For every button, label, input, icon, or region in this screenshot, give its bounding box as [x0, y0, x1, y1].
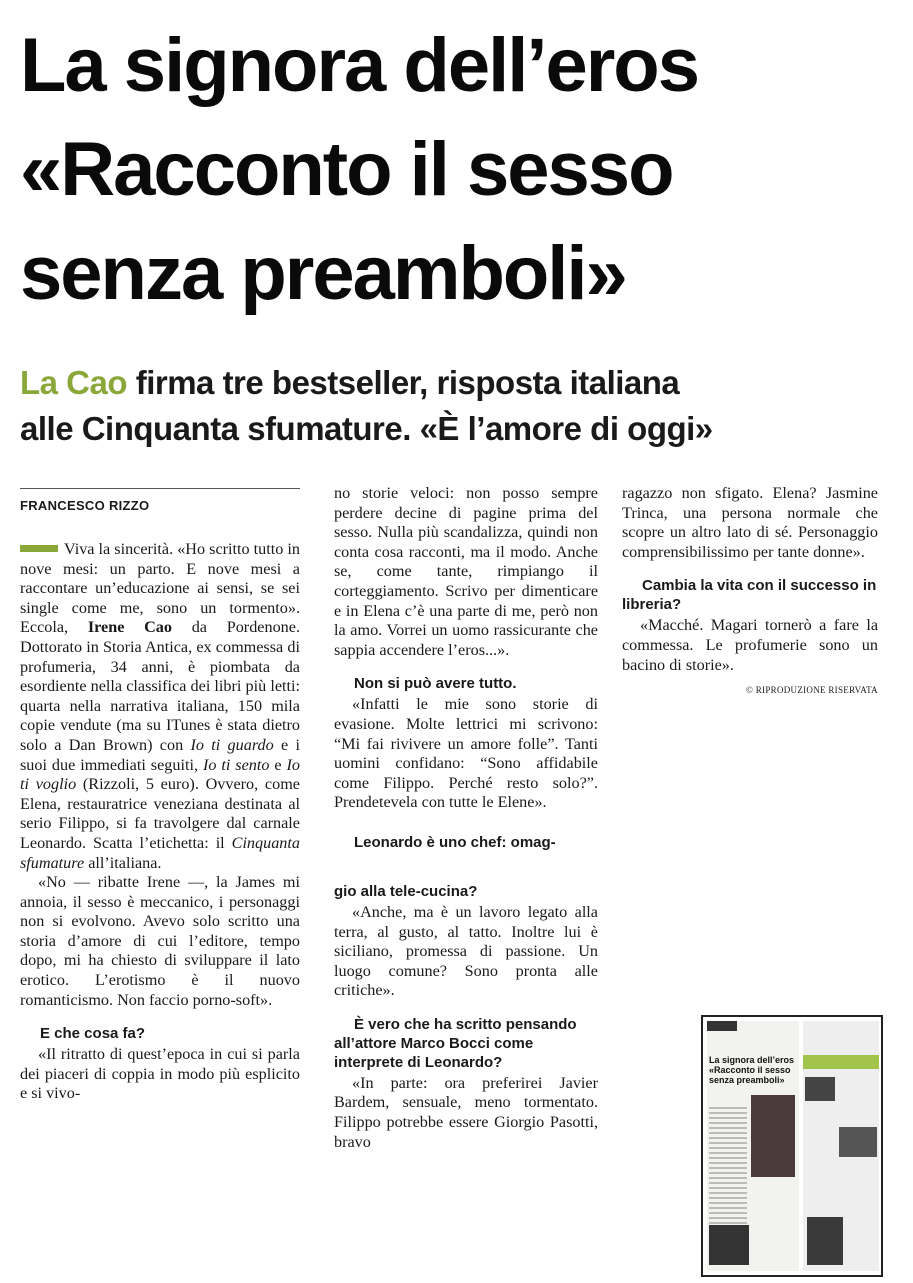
interview-question: È vero che ha scritto pensando all’attore Marco Bocci come interprete di Leonardo?	[334, 1015, 577, 1071]
paragraph: no storie veloci: non posso sempre perdere decine di pagine prima del sesso. Nulla più scandalizza, quindi non conta cosa racconti, ma il modo. Anche se, come tante, rimpiango il corteggiamento. Scrivo per dimenticare e in Elena c’è una parte di me, però non la amo. Vorrei un uomo rassicurante che sappia accendere l’eros...».	[334, 484, 598, 659]
thumbnail-photo	[805, 1077, 835, 1101]
thumbnail-section-tag	[707, 1021, 737, 1031]
subheadline	[20, 360, 900, 452]
article-column-2	[334, 484, 598, 1152]
interview-question: E che cosa fa?	[40, 1025, 146, 1043]
interview-answer: «In parte: ora preferirei Javier Bardem, sensuale, meno tormentato. Filippo potrebbe essere Giorgio Pasotti, bravo	[334, 1073, 598, 1151]
byline-rule	[20, 488, 300, 489]
thumbnail-photo	[751, 1095, 795, 1177]
subhead-author-name: La Cao	[20, 364, 128, 401]
paragraph: «No — ribatte Irene —, la James mi annoia, il sesso è meccanico, i personaggi non si evolvono. Avevo solo scritto una storia d’amore di cui l’editore, tempo dopo, mi ha chiesto di sviluppare il lato erotico. L’erotismo è il nuovo romanticismo. Non faccio porno-soft».	[20, 873, 300, 1009]
interview-answer: «Anche, ma è un lavoro legato alla terra, al gusto, al tatto. Inoltre lui è siciliano, promessa di passione. Un luogo comune? Sono pronta alle critiche».	[334, 902, 598, 1000]
author-name-bold: Irene Cao	[87, 618, 172, 637]
interview-question-cont: gio alla tele-cucina?	[334, 882, 478, 900]
subhead-text-2: alle Cinquanta sfumature. «È l’amore di oggi»	[20, 410, 713, 447]
interview-answer: «Infatti le mie sono storie di evasione. Molte lettrici mi scrivono: “Mi fai rivivere un amore folle”. Tanti uomini confidano: “Sono affidabile come Filippo. Perché resto solo?”. Prendetevela con tutte le Elene».	[334, 695, 598, 812]
series-title: Cinquanta sfumature	[20, 833, 300, 872]
headline-line-1: La signora dell’eros	[20, 23, 698, 108]
intro-paragraph: Viva la sincerità. «Ho scritto tutto in nove mesi: un parto. E nove mesi a raccontare un’educazione ai sensi, se sei single come me, sono un tormento». Eccola, Irene Cao da Pordenone. Dottorato in Storia Antica, ex commessa di profumeria, 34 anni, è piombata da esordiente nella classifica dei libri più letti: quarta nella narrativa italiana, 150 mila copie vendute (ma su ITunes è stata dietro solo a Dan Brown) con Io ti guardo e i suoi due immediati seguiti, Io ti sento e Io ti voglio (Rizzoli, 5 euro). Ovvero, come Elena, restauratrice veneziana destinata al serio Filippo, si fa travolgere dal carnale Leonardo. Scatta l’etichetta: il Cinquanta sfumature all’italiana.	[20, 540, 300, 872]
copyright-notice: © RIPRODUZIONE RISERVATA	[746, 685, 878, 696]
headline-line-3: senza preamboli»	[20, 231, 626, 316]
interview-question: Cambia la vita con il successo in libreria?	[622, 577, 877, 614]
interview-answer: «Il ritratto di quest’epoca in cui si parla dei piaceri di coppia in modo più esplicito e si vivo-	[20, 1045, 300, 1103]
interview-answer: «Macché. Magari tornerò a fare la commessa. Le profumerie sono un bacino di storie».	[622, 616, 878, 674]
interview-question: Leonardo è uno chef: omag-	[354, 833, 556, 851]
subhead-text-1: firma tre bestseller, risposta italiana	[127, 364, 680, 401]
page-thumbnail	[701, 1015, 883, 1277]
thumbnail-photo	[807, 1217, 843, 1265]
byline: FRANCESCO RIZZO	[20, 498, 150, 513]
paragraph: ragazzo non sfigato. Elena? Jasmine Trinca, una persona normale che scopre un altro lato di sé. Personaggio comprensibilissimo per tante donne».	[622, 484, 878, 561]
thumbnail-headline: La signora dell’eros «Racconto il sesso senza preamboli»	[709, 1055, 795, 1085]
book-title-2: Io ti sento	[202, 755, 270, 774]
headline	[20, 14, 900, 326]
thumbnail-photo	[839, 1127, 877, 1157]
book-title-1: Io ti guardo	[190, 735, 274, 754]
headline-line-2: «Racconto il sesso	[20, 127, 673, 212]
interview-question: Non si può avere tutto.	[354, 675, 517, 693]
article-column-3	[622, 484, 878, 701]
article-column-1	[20, 540, 300, 1104]
thumbnail-photo	[709, 1225, 749, 1265]
thumbnail-header-bar	[803, 1055, 879, 1069]
book-title-3: Io ti voglio	[20, 755, 300, 794]
lead-marker	[20, 545, 58, 552]
